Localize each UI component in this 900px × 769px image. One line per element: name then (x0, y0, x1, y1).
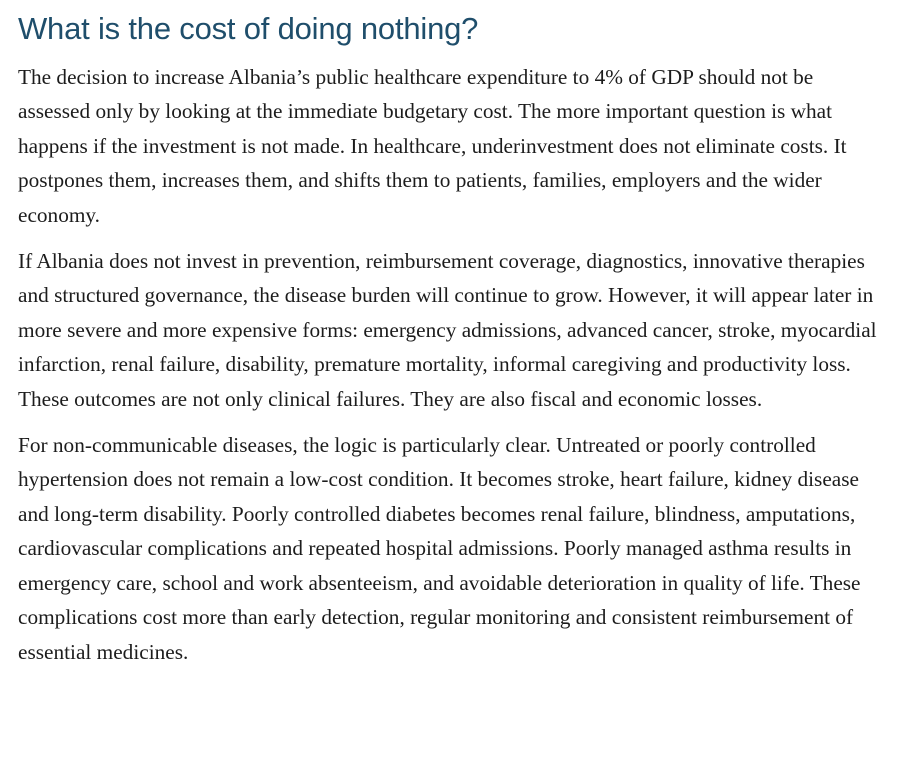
article-paragraph-1: The decision to increase Albania’s public healthcare expenditure to 4% of GDP should not be assessed only by looking at the immediate budgetary cost. The more important question is what happens if the investment is not made. In healthcare, underinvestment does not eliminate costs. It postpones them, increases them, and shifts them to patients, families, employers and the wider economy. (18, 65, 847, 227)
article-heading: What is the cost of doing nothing? (18, 11, 479, 46)
article (18, 0, 888, 681)
article-paragraph-3: For non-communicable diseases, the logic is particularly clear. Untreated or poorly controlled hypertension does not remain a low-cost condition. It becomes stroke, heart failure, kidney disease and long-term disability. Poorly controlled diabetes becomes renal failure, blindness, amputations, cardiovascular complications and repeated hospital admissions. Poorly managed asthma results in emergency care, school and work absenteeism, and avoidable deterioration in quality of life. These complications cost more than early detection, regular monitoring and consistent reimbursement of essential medicines. (18, 433, 861, 664)
article-paragraph-2: If Albania does not invest in prevention, reimbursement coverage, diagnostics, innovative therapies and structured governance, the disease burden will continue to grow. However, it will appear later in more severe and more expensive forms: emergency admissions, advanced cancer, stroke, myocardial infarction, renal failure, disability, premature mortality, informal caregiving and productivity loss. These outcomes are not only clinical failures. They are also fiscal and economic losses. (18, 249, 877, 411)
